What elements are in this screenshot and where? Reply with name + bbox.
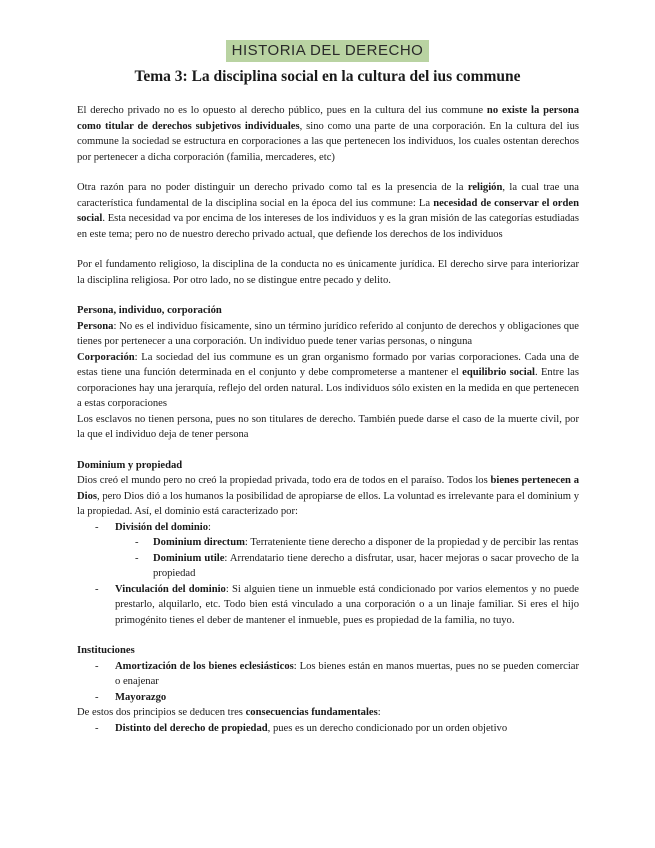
sub-list — [115, 535, 579, 582]
persona-definition — [77, 319, 579, 350]
bold-text: Amortización de los bienes eclesiásticos — [115, 660, 294, 672]
heading-text: Persona, individuo, corporación — [77, 305, 222, 316]
heading-text: Instituciones — [77, 645, 135, 656]
list-item — [115, 582, 579, 629]
list-item — [153, 551, 579, 582]
text: : No es el individuo físicamente, sino un término jurídico referido al conjunto de derechos y obligaciones que tienes por pertenecer a una corporación. Un individuo puede tener varias personas, o ninguna — [77, 320, 579, 347]
bold-text: Mayorazgo — [115, 691, 167, 703]
esclavos-paragraph: Los esclavos no tienen persona, pues no son titulares de derecho. También puede darse el caso de la muerte civil, por la que el individuo deja de tener persona — [77, 413, 579, 440]
text: : Arrendatario tiene derecho a disfrutar, usar, hacer mejoras o sacar provecho de la propiedad — [153, 552, 579, 579]
list-item — [153, 535, 579, 551]
text: : Terrateniente tiene derecho a disponer de la propiedad y de percibir las rentas — [244, 537, 579, 548]
corporacion-definition — [77, 350, 579, 412]
course-tag: HISTORIA DEL DERECHO — [226, 40, 430, 62]
document-body — [77, 103, 579, 736]
bold-text: consecuencias fundamentales — [245, 707, 378, 718]
text: : La sociedad del ius commune es un gran organismo formado por varias corporaciones. Cada una de estas tiene una función determinada en el conjunto y debe comprometerse a mantener el — [77, 351, 579, 378]
consecuencias-list — [77, 721, 579, 737]
paragraph-1 — [77, 103, 579, 165]
consecuencias-intro — [77, 705, 579, 721]
bold-text: Distinto del derecho de propiedad — [115, 722, 268, 734]
bold-text: División del dominio — [115, 521, 209, 533]
bold-text: bienes pertenecen a Dios — [77, 475, 579, 502]
bold-text: religión — [467, 182, 503, 193]
text: . Entre las corporaciones hay una jerarquía, reflejo del orden natural. Los individuos sólo existen en la medida en que pertenecen a estas corporaciones — [77, 367, 580, 409]
page-title: Tema 3: La disciplina social en la cultura del ius commune — [134, 68, 521, 85]
list-item — [115, 690, 579, 706]
text: De estos dos principios se deducen tres — [77, 707, 246, 718]
list-item — [115, 721, 579, 737]
text: , la cual trae una característica fundamental de la disciplina social en la época del ius commune: La — [77, 182, 579, 209]
instituciones-list — [77, 659, 579, 706]
text: , sino como una parte de una corporación. En la cultura del ius commune la sociedad se estructura en corporaciones a las que pertenecen los individuos, los cuales ostentan derechos por pertenecer a dicha corporación (familia, mercaderes, etc) — [77, 120, 580, 163]
text: Otra razón para no poder distinguir un derecho privado como tal es la presencia de la — [77, 182, 468, 193]
section-heading-instituciones — [77, 643, 579, 659]
bold-text: Vinculación del dominio — [115, 583, 226, 595]
section-heading-persona — [77, 303, 579, 319]
dominium-intro — [77, 473, 579, 520]
bold-text: equilibrio social — [462, 367, 535, 378]
list-item — [115, 659, 579, 690]
dominium-list — [77, 520, 579, 629]
section-heading-dominium — [77, 458, 579, 474]
paragraph-3: Por el fundamento religioso, la disciplina de la conducta no es únicamente jurídica. El derecho sirve para interiorizar la disciplina religiosa. Por otro lado, no se distingue entre pecado y delito. — [77, 259, 579, 286]
bold-text: no existe la persona como titular de derechos subjetivos individuales — [77, 105, 579, 132]
text: , pero Dios dió a los humanos la posibilidad de apropiarse de ellos. La voluntad es irrelevante para el dominium y la propiedad. Así, el dominio está caracterizado por: — [77, 490, 579, 517]
bold-text: Corporación — [77, 351, 135, 363]
bold-text: necesidad de conservar el orden social — [77, 197, 579, 224]
list-item — [115, 520, 579, 582]
course-header — [0, 40, 655, 62]
text: . Esta necesidad va por encima de los intereses de los individuos y es la gran misión de las categorías estudiadas en este tema; pero no de nuestro derecho privado actual, que defiende los derechos de los individuos — [77, 213, 579, 240]
text: : Los bienes están en manos muertas, pues no se pueden comerciar o enajenar — [115, 660, 579, 687]
bold-text: Persona — [77, 320, 114, 332]
heading-text: Dominium y propiedad — [77, 459, 183, 471]
bold-text: Dominium utile — [153, 552, 225, 564]
text: Dios creó el mundo pero no creó la propiedad privada, todo era de todos en el paraíso. Todos los — [77, 475, 491, 486]
text: El derecho privado no es lo opuesto al derecho público, pues en la cultura del ius commune — [77, 105, 487, 116]
text: : — [208, 521, 211, 533]
text: , pues es un derecho condicionado por un orden objetivo — [267, 722, 508, 734]
paragraph-2 — [77, 180, 579, 242]
bold-text: Dominium directum — [153, 537, 245, 548]
text: : — [377, 707, 381, 718]
text: : Si alguien tiene un inmueble está condicionado por varios elementos y no puede prestarlo, alquilarlo, etc. Todo bien está vinculado a una corporación o a un linaje familiar. Si eres el hijo primogénito tienes el deber de mantener el inmueble, pues es propiedad de la familia, no tuyo. — [115, 583, 579, 626]
